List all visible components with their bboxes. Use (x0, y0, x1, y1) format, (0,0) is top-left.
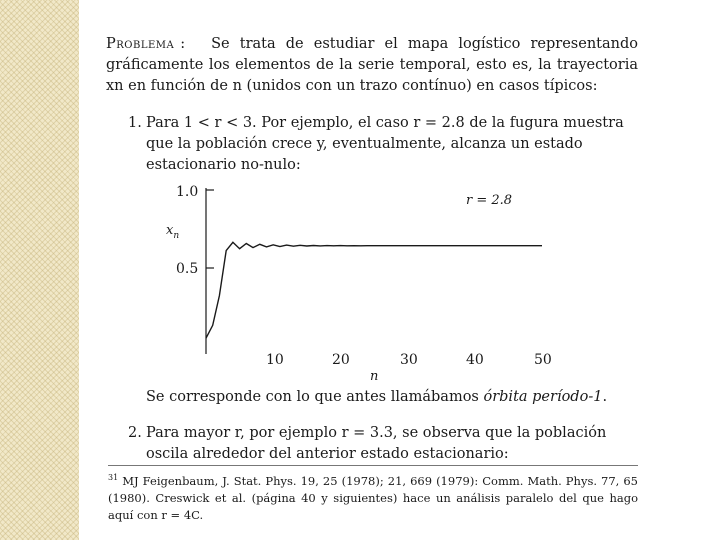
problem-colon: : (180, 36, 186, 52)
x-tick-label: 40 (466, 352, 484, 368)
orbit-emphasis: órbita período-1 (483, 389, 603, 405)
list-item-text: Para mayor r, por ejemplo r = 3.3, se observa que la población oscila alrededor del anterior estado estacionario: (146, 425, 607, 462)
list-item-text: Para 1 < r < 3. Por ejemplo, el caso r = 2.8 de la fugura muestra que la población crece y, eventualmente, alcanza un estado estacionario no-nulo: (146, 115, 624, 173)
logistic-map-chart (150, 180, 570, 390)
y-axis-label: $x_n$ (166, 223, 180, 241)
footnote (108, 465, 638, 524)
orbit-prefix: Se corresponde con lo que antes llamábamos (146, 389, 484, 405)
y-tick-label: 0.5 (176, 261, 199, 277)
x-tick-label: 30 (400, 352, 418, 368)
decorative-stripe (0, 0, 79, 540)
chart-annotation: r = 2.8 (466, 193, 513, 208)
x-axis-label: n (370, 369, 379, 384)
y-tick-label: 1.0 (176, 184, 199, 200)
orbit-suffix: . (602, 389, 608, 405)
list-item-number: 1. (128, 115, 142, 131)
list-item (128, 113, 638, 176)
problem-label: Problema (106, 36, 175, 52)
orbit-sentence (146, 389, 607, 405)
x-tick-label: 10 (266, 352, 284, 368)
x-tick-label: 20 (332, 352, 350, 368)
x-tick-label: 50 (534, 352, 552, 368)
problem-text: Se trata de estudiar el mapa logístico representando gráficamente los elementos de la serie temporal, esto es, la trayectoria xn en función de n (unidos con un trazo contínuo) en casos típicos: (106, 36, 638, 94)
footnote-mark: 31 (108, 473, 119, 482)
list-item-number: 2. (128, 425, 142, 441)
list-item (128, 423, 638, 465)
problem-paragraph (106, 34, 638, 97)
series-line (206, 242, 542, 338)
footnote-text: MJ Feigenbaum, J. Stat. Phys. 19, 25 (1978); 21, 669 (1979): Comm. Math. Phys. 77, 65 (1980). Creswick et al. (página 40 y siguientes) hace un análisis paralelo del que hago aquí con r = 4C. (108, 473, 639, 522)
